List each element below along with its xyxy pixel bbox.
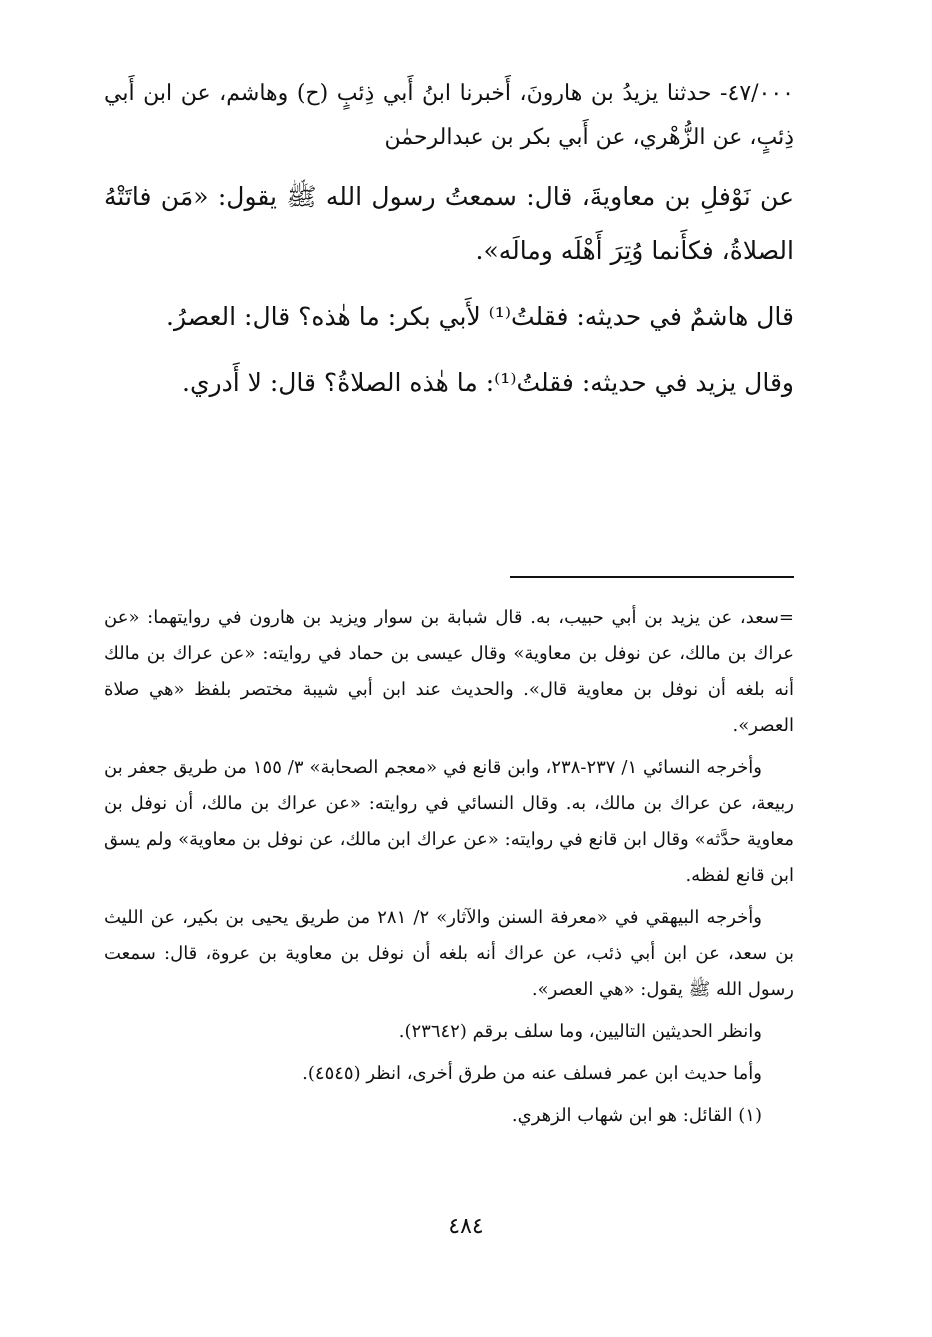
hashim-narration: قال هاشمٌ في حديثه: فقلتُ⁽¹⁾ لأَبي بكر: ما هٰذه؟ قال: العصرُ. [166, 302, 794, 331]
yazid-narration: وقال يزيد في حديثه: فقلتُ⁽¹⁾: ما هٰذه الصلاةُ؟ قال: لا أَدري. [182, 368, 794, 397]
page-number: ٤٨٤ [448, 1214, 484, 1239]
footnote-nasai: وأخرجه النسائي ١/ ٢٣٧-٢٣٨، وابن قانع في «معجم الصحابة» ٣/ ١٥٥ من طريق جعفر بن ربيعة، عن عراك بن مالك، به. وقال النسائي في روايته: «عن عراك بن مالك، أن نوفل بن معاوية حدَّثه» وقال ابن قانع في روايته: «عن عراك ابن مالك، عن نوفل بن معاوية» ولم يسق ابن قانع لفظه. [104, 757, 794, 886]
footnote-cross-reference: وانظر الحديثين التاليين، وما سلف برقم (٢٣٦٤٢). [398, 1021, 762, 1042]
hadith-matn: عن نَوْفلِ بن معاويةَ، قال: سمعتُ رسول الله ﷺ يقول: «مَن فاتَتْهُ الصلاةُ، فكأَنما وُتِرَ أَهْلَه ومالَه». [104, 182, 794, 265]
main-text [104, 72, 794, 422]
footnote-bayhaqi: وأخرجه البيهقي في «معرفة السنن والآثار» ٢/ ٢٨١ من طريق يحيى بن بكير، عن الليث بن سعد، عن ابن أبي ذئب، عن عراك أنه بلغه أن نوفل بن معاوية بن عروة، قال: سمعت رسول الله ﷺ يقول: «هي العصر». [104, 907, 794, 1000]
footnote-continuation: =سعد، عن يزيد بن أبي حبيب، به. قال شبابة بن سوار ويزيد بن هارون في روايتهما: «عن عراك بن مالك، عن نوفل بن معاوية» وقال عيسى بن حماد في روايته: «عن عراك بن مالك أنه بلغه أن نوفل بن معاوية قال». والحديث عند ابن أبي شيبة مختصر بلفظ «هي صلاة العصر». [104, 607, 794, 736]
footnote-separator [510, 576, 794, 578]
footnote-1: (١) القائل: هو ابن شهاب الزهري. [511, 1105, 762, 1126]
footnotes [104, 600, 794, 1140]
footnote-ibn-umar: وأما حديث ابن عمر فسلف عنه من طرق أخرى، انظر (٤٥٤٥). [302, 1063, 762, 1084]
hadith-isnad: ٤٧/٠٠٠- حدثنا يزيدُ بن هارونَ، أَخبرنا ابنُ أَبي ذِئبٍ (ح) وهاشم، عن ابن أَبي ذِئبٍ، عن الزُّهْري، عن أَبي بكر بن عبدالرحمٰن [104, 81, 794, 150]
